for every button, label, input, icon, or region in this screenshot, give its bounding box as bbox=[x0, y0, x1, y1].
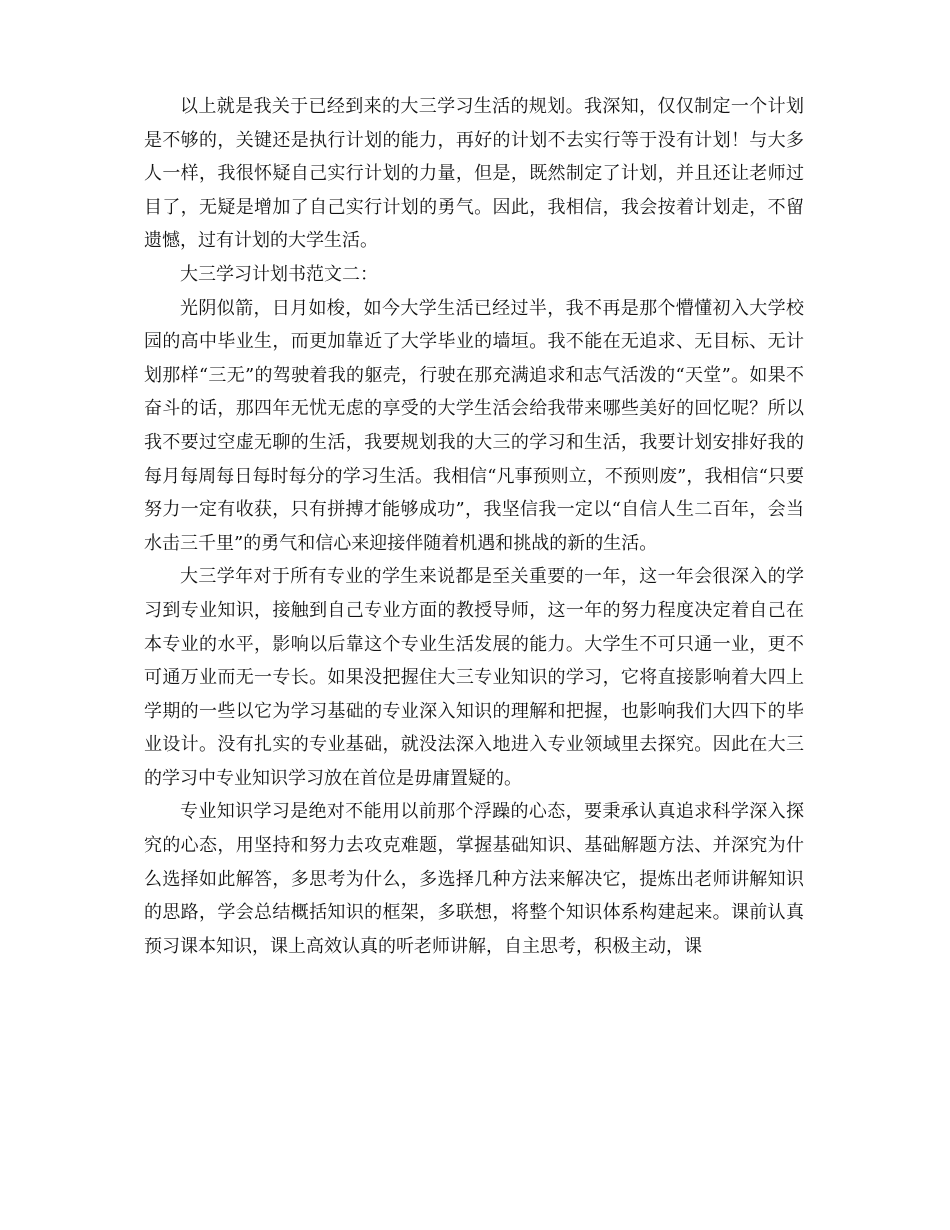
paragraph-study-method: 专业知识学习是绝对不能用以前那个浮躁的心态，要秉承认真追求科学深入探究的心态，用坚持和努力去攻克难题，掌握基础知识、基础解题方法、并深究为什么选择如此解答，多思考为什么，多选择几种方法来解决它，提炼出老师讲解知识的思路，学会总结概括知识的框架，多联想，将整个知识体系构建起来。课前认真预习课本知识，课上高效认真的听老师讲解，自主思考，积极主动，课 bbox=[144, 801, 804, 957]
section-heading: 大三学习计划书范文二： bbox=[180, 263, 378, 285]
paragraph-intro: 光阴似箭，日月如梭，如今大学生活已经过半，我不再是那个懵懂初入大学校园的高中毕业生，而更加靠近了大学毕业的墙垣。我不能在无追求、无目标、无计划那样“三无”的驾驶着我的躯壳，行驶在那充满追求和志气活泼的“天堂”。如果不奋斗的话，那四年无忧无虑的享受的大学生活会给我带来哪些美好的回忆呢？所以我不要过空虚无聊的生活，我要规划我的大三的学习和生活，我要计划安排好我的每月每周每日每时每分的学习生活。我相信“凡事预则立，不预则废”，我相信“只要努力一定有收获，只有拼搏才能够成功”，我坚信我一定以“自信人生二百年，会当水击三千里”的勇气和信心来迎接伴随着机遇和挑战的新的生活。 bbox=[144, 297, 804, 554]
paragraph-importance: 大三学年对于所有专业的学生来说都是至关重要的一年，这一年会很深入的学习到专业知识，接触到自己专业方面的教授导师，这一年的努力程度决定着自己在本专业的水平，影响以后靠这个专业生活发展的能力。大学生不可只通一业，更不可通万业而无一专长。如果没把握住大三专业知识的学习，它将直接影响着大四上学期的一些以它为学习基础的专业深入知识的理解和把握，也影响我们大四下的毕业设计。没有扎实的专业基础，就没法深入地进入专业领域里去探究。因此在大三的学习中专业知识学习放在首位是毋庸置疑的。 bbox=[144, 566, 804, 789]
paragraph-conclusion: 以上就是我关于已经到来的大三学习生活的规划。我深知，仅仅制定一个计划是不够的，关键还是执行计划的能力，再好的计划不去实行等于没有计划！与大多人一样，我很怀疑自己实行计划的力量，但是，既然制定了计划，并且还让老师过目了，无疑是增加了自己实行计划的勇气。因此，我相信，我会按着计划走，不留遗憾，过有计划的大学生活。 bbox=[144, 96, 804, 252]
document-body bbox=[144, 90, 804, 963]
